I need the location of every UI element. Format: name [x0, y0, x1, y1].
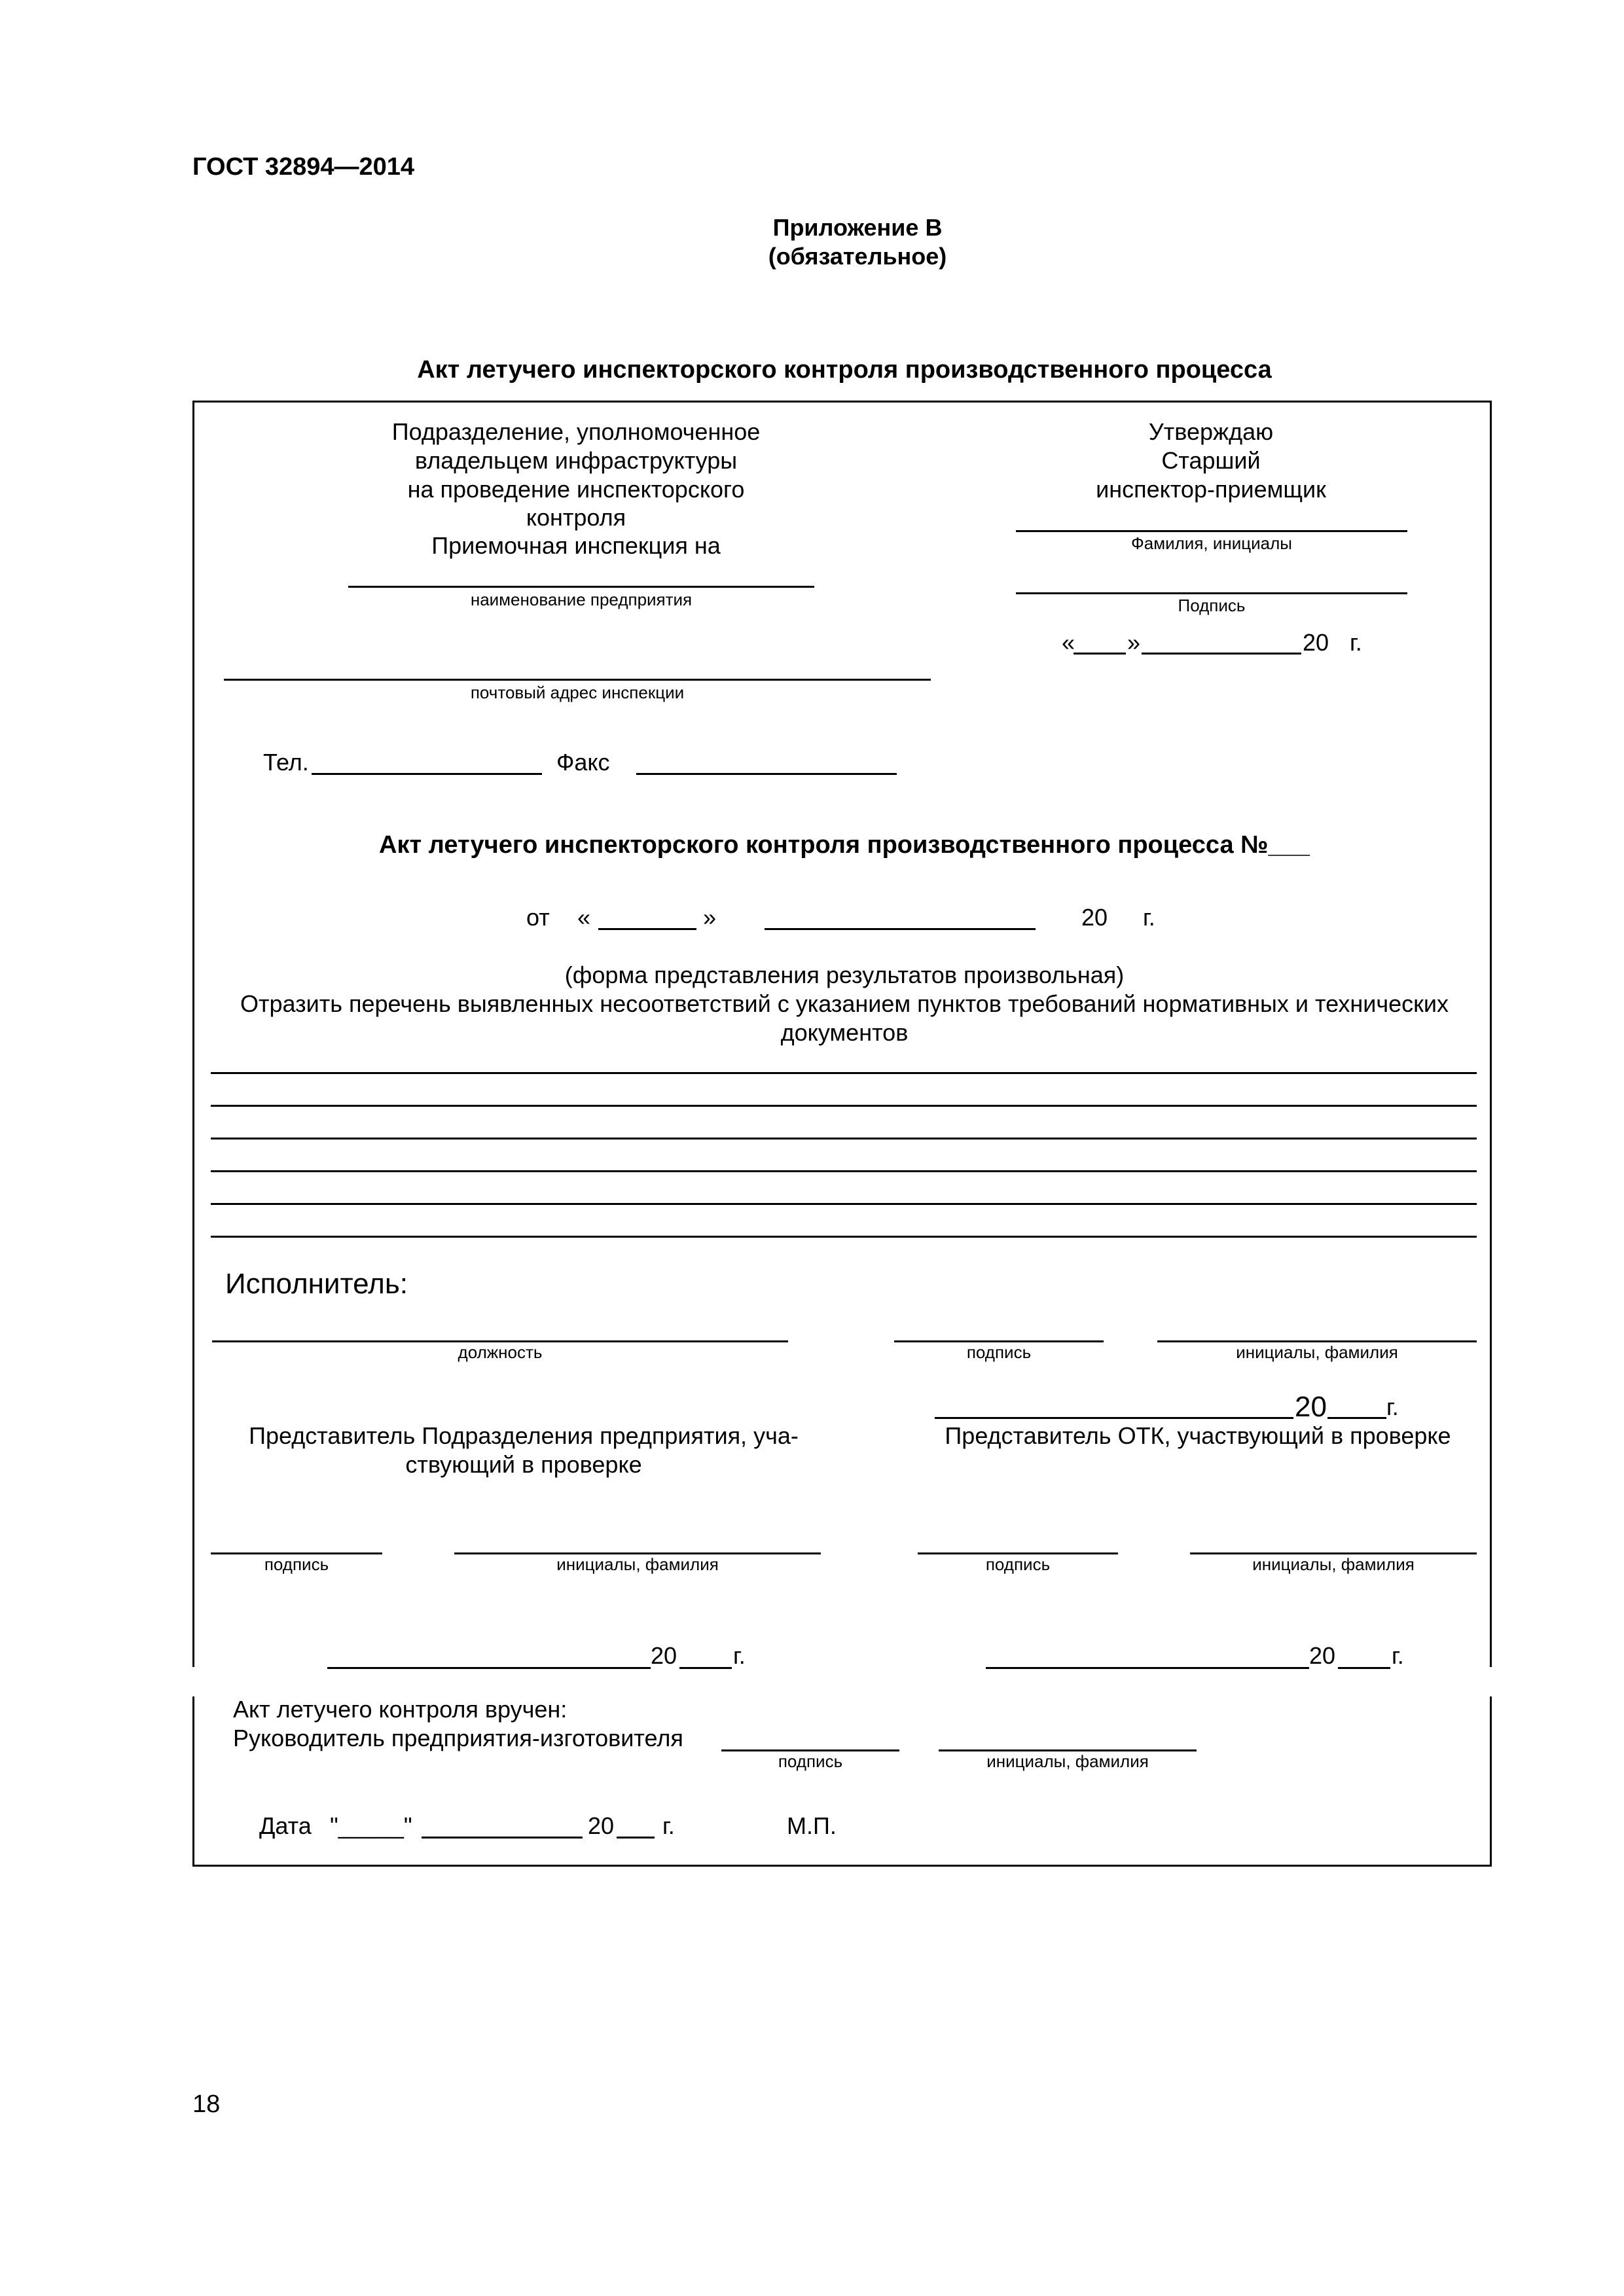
nonconformity-line-3[interactable] [211, 1138, 1477, 1139]
subdivision-rep-line-2: ствующий в проверке [405, 1451, 642, 1478]
delivery-year: 20 [588, 1812, 615, 1839]
approval-month-field[interactable] [1142, 653, 1301, 655]
executor-label: Исполнитель: [225, 1268, 408, 1300]
nonconformity-line-2[interactable] [211, 1105, 1477, 1107]
approver-name-caption: Фамилия, инициалы [1131, 533, 1292, 553]
inspection-address-caption: почтовый адрес инспекции [470, 683, 685, 702]
manager-signature-caption: подпись [778, 1751, 843, 1771]
otk-rep-initials-caption: инициалы, фамилия [1252, 1554, 1415, 1574]
otk-rep-date-line[interactable] [986, 1667, 1309, 1669]
executor-year: 20 [1295, 1391, 1327, 1423]
executor-position-caption: должность [458, 1342, 543, 1362]
approval-day-field[interactable] [1074, 653, 1126, 655]
enterprise-name-caption: наименование предприятия [470, 590, 693, 609]
delivery-year-field[interactable] [617, 1837, 655, 1839]
fax-field[interactable] [636, 773, 897, 775]
frame-left-lower [192, 1696, 194, 1867]
page-number: 18 [192, 2090, 221, 2118]
approval-date-close: » [1127, 629, 1141, 656]
approval-year: 20 [1303, 629, 1329, 656]
act-from-label: от [526, 904, 550, 931]
subdivision-rep-initials-caption: инициалы, фамилия [556, 1554, 719, 1574]
approval-line-1: Утверждаю [1148, 418, 1274, 445]
otk-rep-label: Представитель ОТК, участвующий в проверке [945, 1422, 1451, 1449]
instruction-line-1: Отразить перечень выявленных несоответствий с указанием пунктов требований нормативных и технических [240, 990, 1449, 1017]
document-title: Акт летучего инспекторского контроля производственного процесса [417, 356, 1272, 384]
approval-date-open: « [1062, 629, 1075, 656]
nonconformity-line-6[interactable] [211, 1236, 1477, 1238]
instruction-line-2: документов [780, 1019, 909, 1046]
otk-rep-year-field[interactable] [1338, 1667, 1390, 1669]
subdivision-rep-signature-caption: подпись [264, 1554, 329, 1574]
delivery-month-field[interactable] [422, 1837, 583, 1839]
subdivision-rep-year: 20 [651, 1642, 677, 1669]
approval-year-suffix: г. [1350, 629, 1362, 656]
frame-right-lower [1490, 1696, 1492, 1867]
phone-field[interactable] [312, 773, 542, 775]
act-year: 20 [1081, 904, 1108, 931]
nonconformity-line-4[interactable] [211, 1170, 1477, 1172]
subdivision-line-2: владельцем инфраструктуры [414, 447, 738, 474]
delivery-line-1: Акт летучего контроля вручен: [233, 1696, 568, 1723]
executor-date-line[interactable] [935, 1417, 1293, 1419]
act-heading: Акт летучего инспекторского контроля производственного процесса №___ [379, 831, 1310, 859]
subdivision-line-5: Приемочная инспекция на [431, 532, 721, 559]
act-year-suffix: г. [1143, 904, 1155, 931]
approver-name-line[interactable] [1016, 530, 1407, 532]
executor-signature-caption: подпись [966, 1342, 1032, 1362]
nonconformity-line-5[interactable] [211, 1203, 1477, 1205]
approval-line-3: инспектор-приемщик [1096, 476, 1326, 503]
form-note: (форма представления результатов произвольная) [564, 961, 1125, 988]
subdivision-rep-date-line[interactable] [327, 1667, 651, 1669]
act-month-field[interactable] [765, 928, 1036, 930]
executor-year-field[interactable] [1327, 1417, 1386, 1419]
act-quote-close: » [703, 904, 717, 931]
subdivision-line-3: на проведение инспекторского [407, 476, 745, 503]
enterprise-name-line[interactable] [348, 586, 814, 588]
approver-signature-line[interactable] [1016, 592, 1407, 594]
frame-bottom [192, 1865, 1492, 1867]
subdivision-line-4: контроля [526, 504, 626, 531]
approval-line-2: Старший [1161, 447, 1261, 474]
subdivision-line-1: Подразделение, уполномоченное [391, 418, 761, 445]
act-quote-open: « [577, 904, 591, 931]
frame-top [192, 401, 1492, 403]
otk-rep-year: 20 [1309, 1642, 1336, 1669]
delivery-line-2: Руководитель предприятия-изготовителя [233, 1725, 683, 1751]
standard-number: ГОСТ 32894—2014 [192, 153, 415, 181]
appendix-status: (обязательное) [768, 243, 947, 270]
inspection-address-line[interactable] [224, 679, 931, 681]
subdivision-rep-year-suffix: г. [733, 1642, 746, 1669]
phone-label: Тел. [263, 749, 309, 776]
approver-signature-caption: Подпись [1178, 596, 1246, 615]
appendix-title: Приложение В [772, 214, 943, 241]
delivery-year-suffix: г. [662, 1812, 675, 1839]
otk-rep-year-suffix: г. [1392, 1642, 1404, 1669]
executor-year-suffix: г. [1386, 1393, 1399, 1420]
frame-left-upper [192, 401, 194, 1667]
manager-initials-caption: инициалы, фамилия [986, 1751, 1149, 1771]
subdivision-rep-line-1: Представитель Подразделения предприятия, уча- [249, 1422, 799, 1449]
act-day-field[interactable] [598, 928, 696, 930]
nonconformity-line-1[interactable] [211, 1072, 1477, 1074]
fax-label: Факс [556, 749, 610, 776]
otk-rep-signature-caption: подпись [985, 1554, 1051, 1574]
stamp-placeholder: М.П. [787, 1812, 837, 1839]
delivery-date-day[interactable]: "_____" [330, 1812, 412, 1839]
delivery-date-label: Дата [259, 1812, 312, 1839]
subdivision-rep-year-field[interactable] [679, 1667, 732, 1669]
executor-initials-caption: инициалы, фамилия [1236, 1342, 1398, 1362]
